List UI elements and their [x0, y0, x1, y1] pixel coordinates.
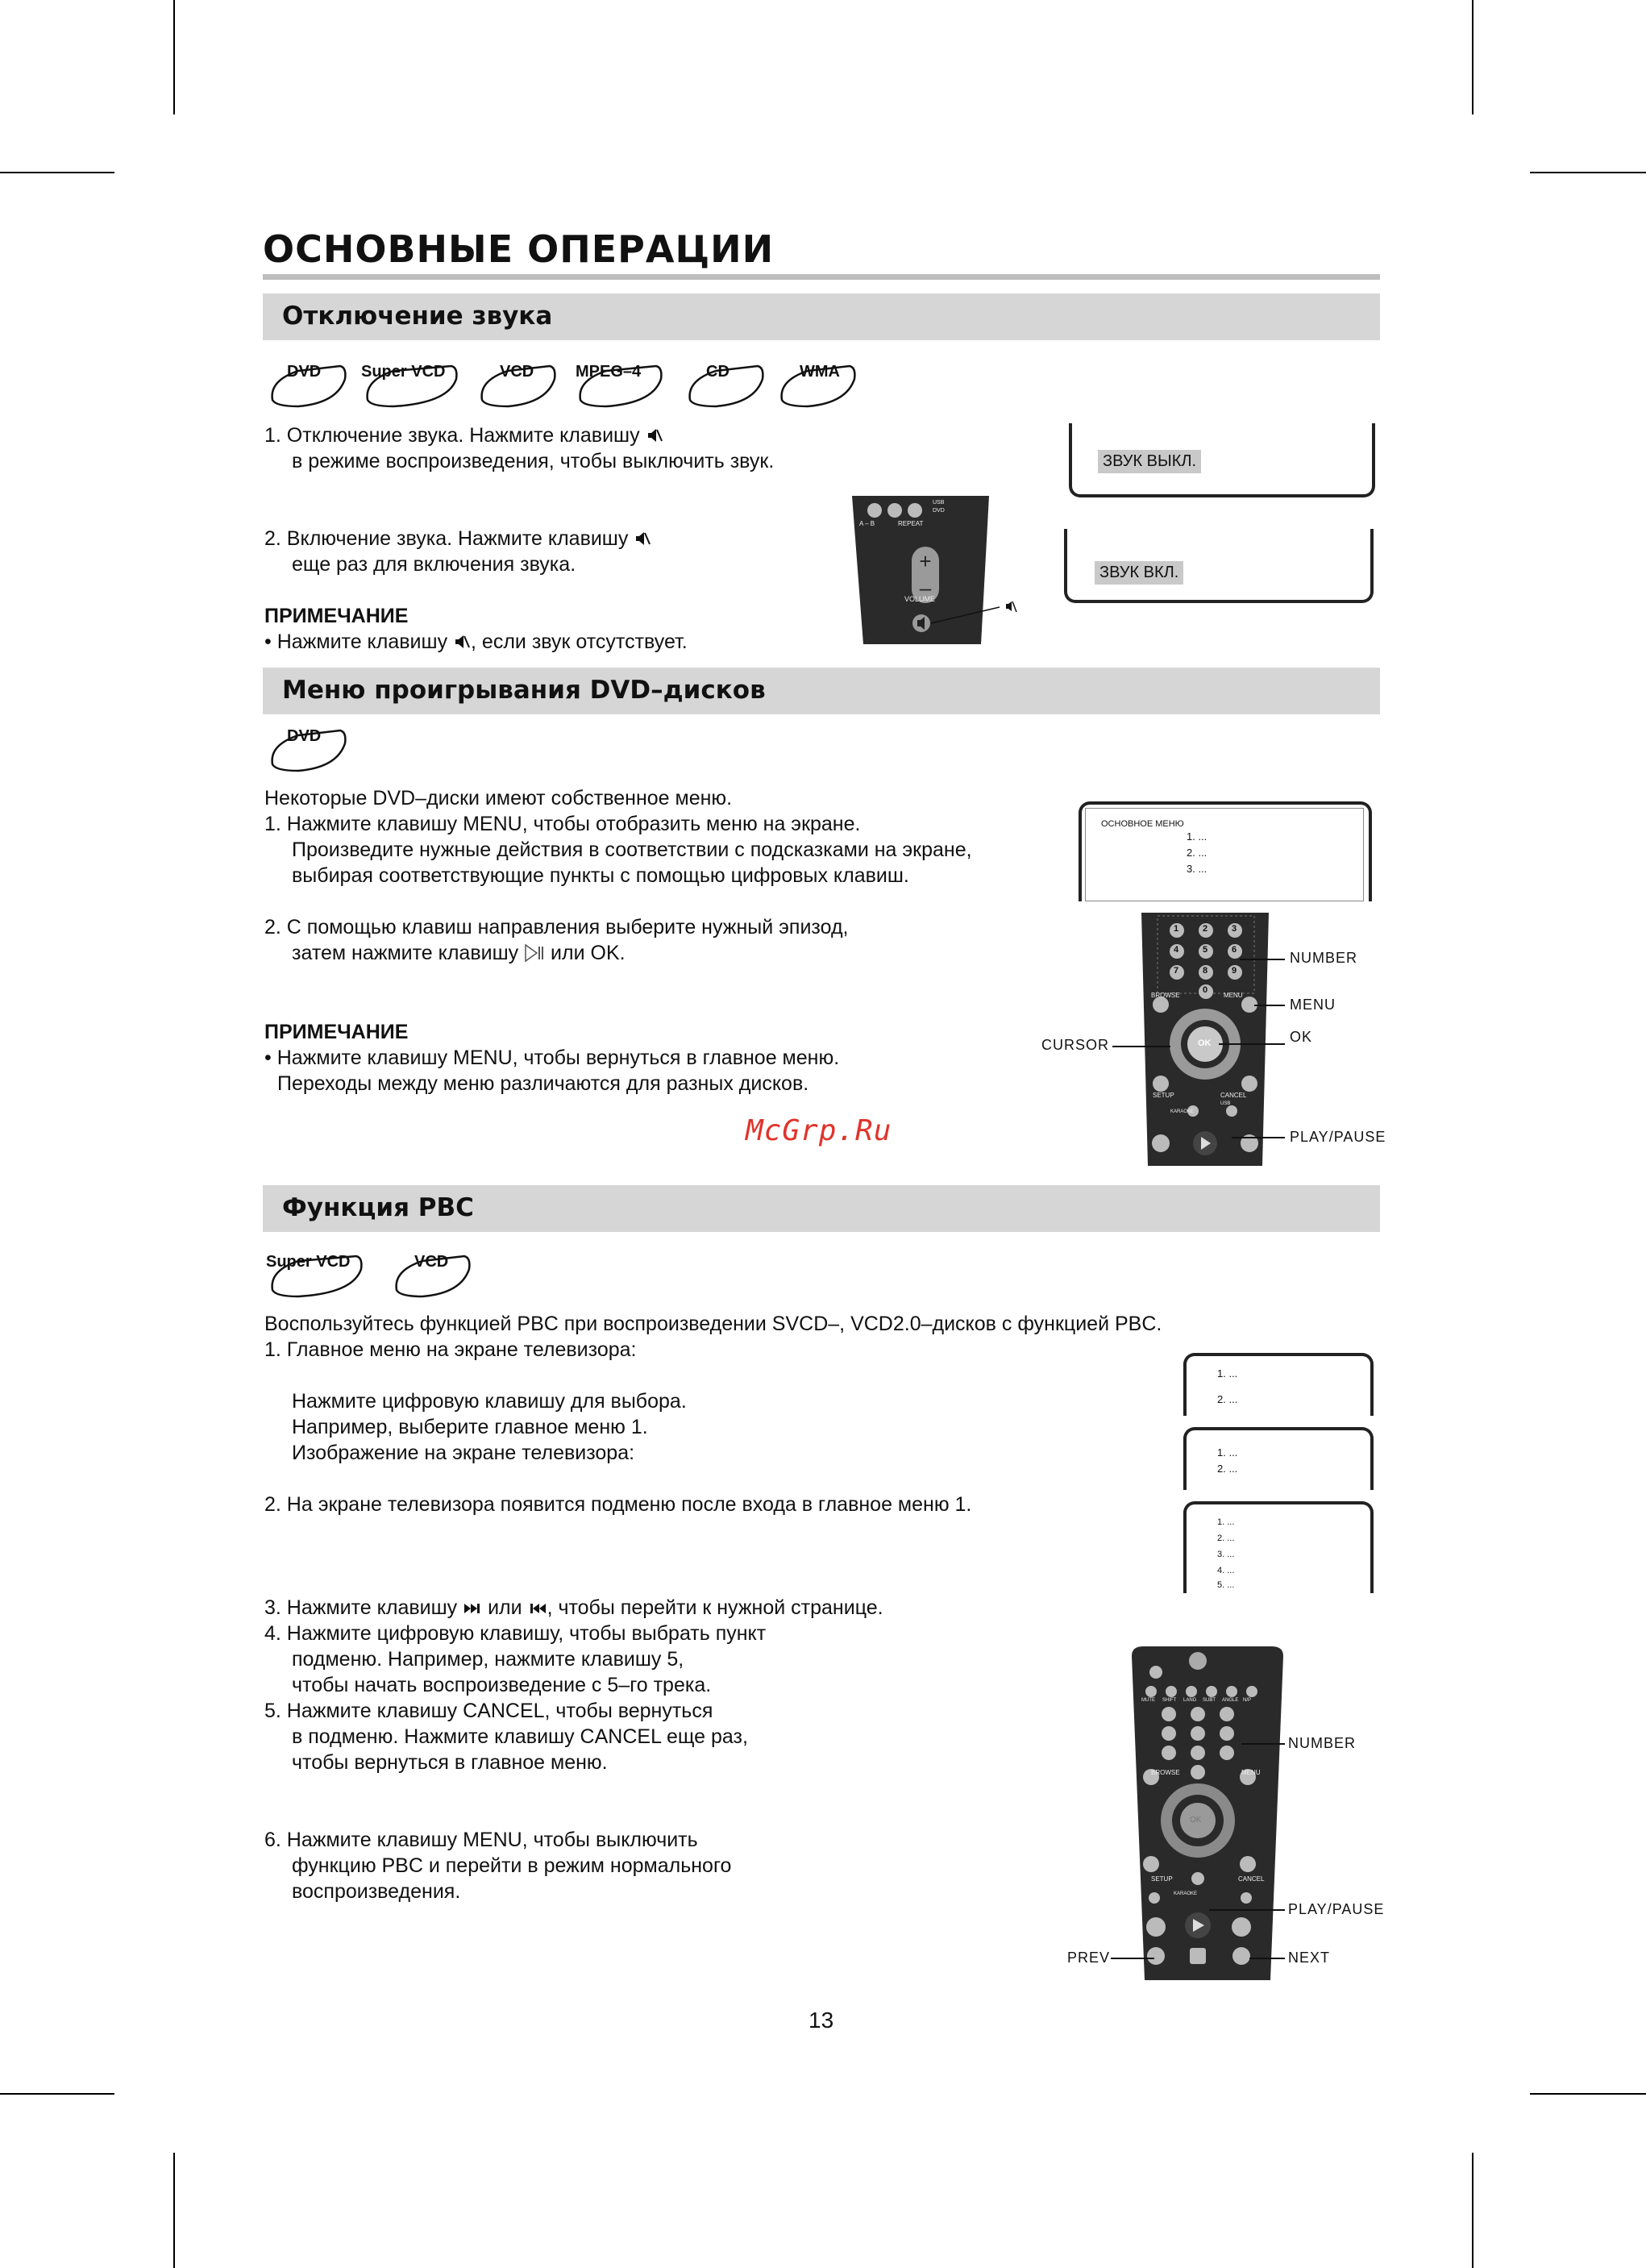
tv-menu-item: 2. ...	[1217, 1393, 1238, 1405]
key-label: 7	[1174, 966, 1179, 976]
remote-label-ok: OK	[1198, 1038, 1212, 1048]
pbc-step-3: 3. Нажмите клавишу или , чтобы перейти к нужной странице.	[264, 1596, 883, 1619]
key-label: 9	[1232, 966, 1237, 976]
remote-label-menu: MENU	[1241, 1769, 1261, 1776]
dvd-intro: Некоторые DVD–диски имеют собственное меню.	[264, 787, 733, 809]
tv-menu-title: ОСНОВНОЕ МЕНЮ	[1101, 819, 1184, 829]
remote-volume-illustration	[850, 494, 1028, 646]
remote-label-volume: VOLUME	[904, 595, 936, 603]
mute-icon	[634, 530, 651, 547]
prev-track-icon	[528, 1601, 547, 1616]
tv-menu-item: 1. ...	[1187, 830, 1207, 843]
pbc-step-1-detail: Нажмите цифровую клавишу для выбора. Например, выберите главное меню 1. Изображение на экране телевизора:	[292, 1390, 687, 1464]
remote-label-browse: BROWSE	[1151, 1769, 1180, 1776]
remote-label: LANG	[1183, 1698, 1197, 1703]
remote-label-ab: A – B	[859, 520, 875, 527]
crop-mark	[1530, 2093, 1646, 2095]
tv-screen-pbc-1	[1183, 1353, 1374, 1416]
mute-step-1: 1. Отключение звука. Нажмите клавишу в режиме воспроизведения, чтобы выключить звук.	[264, 424, 775, 472]
remote-label: SHIFT	[1162, 1698, 1177, 1703]
svg-text:–: –	[919, 576, 932, 600]
callout-line	[1232, 1137, 1285, 1138]
remote-label-repeat: REPEAT	[898, 520, 924, 527]
play-pause-icon	[524, 943, 545, 963]
tv-screen-pbc-3	[1183, 1501, 1374, 1593]
tv-menu-item: 4. ...	[1217, 1566, 1235, 1575]
callout-line	[1112, 1046, 1170, 1047]
callout-play-pause: PLAY/PAUSE	[1290, 1129, 1386, 1145]
tv-screen-pbc-2	[1183, 1427, 1374, 1490]
tv-screen-mute-on	[1064, 529, 1374, 603]
key-label: 5	[1203, 945, 1208, 955]
callout-number: NUMBER	[1290, 950, 1358, 966]
dvd-step-1: 1. Нажмите клавишу MENU, чтобы отобразить меню на экране. Произведите нужные действия в соответствии с подсказками на экране, выбирая соответствующие пункты с помощью цифровых клавиш.	[264, 813, 972, 887]
dvd-note: • Нажмите клавишу MENU, чтобы вернуться в главное меню. Переходы между меню различаются для разных дисков.	[264, 1047, 840, 1095]
remote-label-setup: SETUP	[1153, 1092, 1174, 1099]
remote-label-cancel: CANCEL	[1238, 1875, 1265, 1883]
callout-line	[1249, 1958, 1285, 1959]
mute-icon	[453, 633, 471, 651]
crop-mark	[1530, 172, 1646, 173]
remote-label-karaoke: KARAOKE	[1170, 1109, 1195, 1114]
key-label: 1	[1174, 924, 1179, 934]
remote-label-usb: USB	[933, 500, 945, 506]
tv-menu-item: 2. ...	[1217, 1463, 1238, 1475]
crop-mark	[1472, 2153, 1474, 2268]
mute-note-heading: ПРИМЕЧАНИЕ	[264, 605, 409, 627]
remote-label-browse: BROWSE	[1151, 992, 1180, 999]
callout-line	[1209, 1909, 1285, 1911]
callout-line	[1111, 1958, 1154, 1959]
remote-label-setup: SETUP	[1151, 1875, 1173, 1883]
pbc-step-2: 2. На экране телевизора появится подменю после входа в главное меню 1.	[264, 1493, 972, 1516]
tv-menu-item: 1. ...	[1217, 1517, 1235, 1527]
tv-menu-item: 3. ...	[1217, 1550, 1235, 1559]
tv-menu-item: 3. ...	[1187, 863, 1207, 875]
key-label: 2	[1203, 924, 1208, 934]
key-label: 3	[1232, 924, 1237, 934]
pbc-intro: Воспользуйтесь функцией PBC при воспроизведении SVCD–, VCD2.0–дисков с функцией PBC.	[264, 1313, 1162, 1335]
key-label: 6	[1232, 945, 1237, 955]
section-header-dvd-menu	[263, 668, 1380, 714]
callout-line	[1219, 1043, 1285, 1045]
key-label: 4	[1174, 945, 1179, 955]
callout-line	[1240, 959, 1285, 960]
callout-cursor: CURSOR	[1041, 1037, 1110, 1053]
svg-text:+: +	[919, 549, 932, 573]
remote-label-dvd: DVD	[933, 508, 945, 514]
section-heading: Функция PBC	[282, 1193, 474, 1222]
remote-label-menu: MENU	[1224, 992, 1243, 999]
tv-menu-item: 1. ...	[1217, 1446, 1238, 1459]
key-label: 0	[1203, 985, 1208, 995]
crop-mark	[173, 0, 175, 114]
callout-ok: OK	[1290, 1029, 1313, 1045]
remote-label: ANGLE	[1222, 1698, 1239, 1703]
tv-menu-item: 2. ...	[1217, 1534, 1235, 1543]
pbc-step-5: 5. Нажмите клавишу CANCEL, чтобы вернуться в подменю. Нажмите клавишу CANCEL еще раз, чтобы вернуться в главное меню.	[264, 1700, 748, 1774]
title-rule	[263, 274, 1380, 280]
tv-screen-dvd-menu	[1079, 801, 1372, 901]
tv-message: ЗВУК ВКЛ.	[1095, 561, 1183, 585]
remote-label: N/P	[1243, 1698, 1252, 1703]
mute-step-2: 2. Включение звука. Нажмите клавишу еще раз для включения звука.	[264, 526, 651, 577]
callout-line	[1241, 1743, 1285, 1745]
remote-label: MUTE	[1141, 1698, 1155, 1703]
watermark: McGrp.Ru	[746, 1114, 892, 1147]
section-heading: Меню проигрывания DVD–дисков	[282, 676, 766, 705]
remote-full-illustration	[1127, 1645, 1288, 1983]
section-header-pbc	[263, 1185, 1380, 1232]
callout-line	[1254, 1005, 1285, 1006]
remote-label-cancel: CANCEL	[1220, 1092, 1247, 1099]
page-title: ОСНОВНЫЕ ОПЕРАЦИИ	[263, 227, 775, 271]
remote-label-karaoke: KARAOKE	[1174, 1891, 1198, 1896]
crop-mark	[173, 2153, 175, 2268]
mute-icon	[646, 427, 663, 444]
dvd-note-heading: ПРИМЕЧАНИЕ	[264, 1021, 409, 1043]
key-label: 8	[1203, 966, 1208, 976]
section-header-mute	[263, 293, 1380, 340]
callout-next: NEXT	[1288, 1950, 1331, 1966]
tv-menu-item: 1. ...	[1217, 1367, 1238, 1380]
callout-play-pause: PLAY/PAUSE	[1288, 1901, 1385, 1917]
remote-label-ok: OK	[1190, 1816, 1202, 1825]
crop-mark	[1472, 0, 1474, 114]
tv-screen-mute-off	[1069, 423, 1375, 497]
tv-menu-item: 2. ...	[1187, 847, 1207, 859]
callout-prev: PREV	[1067, 1950, 1111, 1966]
section-heading: Отключение звука	[282, 302, 553, 331]
tv-message: ЗВУК ВЫКЛ.	[1098, 450, 1201, 473]
callout-number: NUMBER	[1288, 1735, 1357, 1751]
pbc-step-6: 6. Нажмите клавишу MENU, чтобы выключить функцию PBC и перейти в режим нормального воспроизведения.	[264, 1829, 732, 1903]
remote-label-usb: USB	[1220, 1101, 1231, 1106]
crop-mark	[0, 172, 114, 173]
remote-label: SUBT	[1203, 1698, 1216, 1703]
crop-mark	[0, 2093, 114, 2095]
next-track-icon	[463, 1601, 482, 1616]
dvd-step-2: 2. С помощью клавиш направления выберите нужный эпизод, затем нажмите клавишу или OK.	[264, 916, 849, 964]
page-number: 13	[808, 2008, 834, 2033]
callout-menu: MENU	[1290, 997, 1336, 1013]
tv-menu-item: 5. ...	[1217, 1580, 1235, 1590]
mute-note: • Нажмите клавишу , если звук отсутствует.	[264, 630, 688, 653]
pbc-step-1: 1. Главное меню на экране телевизора:	[264, 1338, 637, 1361]
pbc-step-4: 4. Нажмите цифровую клавишу, чтобы выбрать пункт подменю. Например, нажмите клавишу 5, чтобы начать воспроизведение с 5–го трека.	[264, 1622, 767, 1696]
